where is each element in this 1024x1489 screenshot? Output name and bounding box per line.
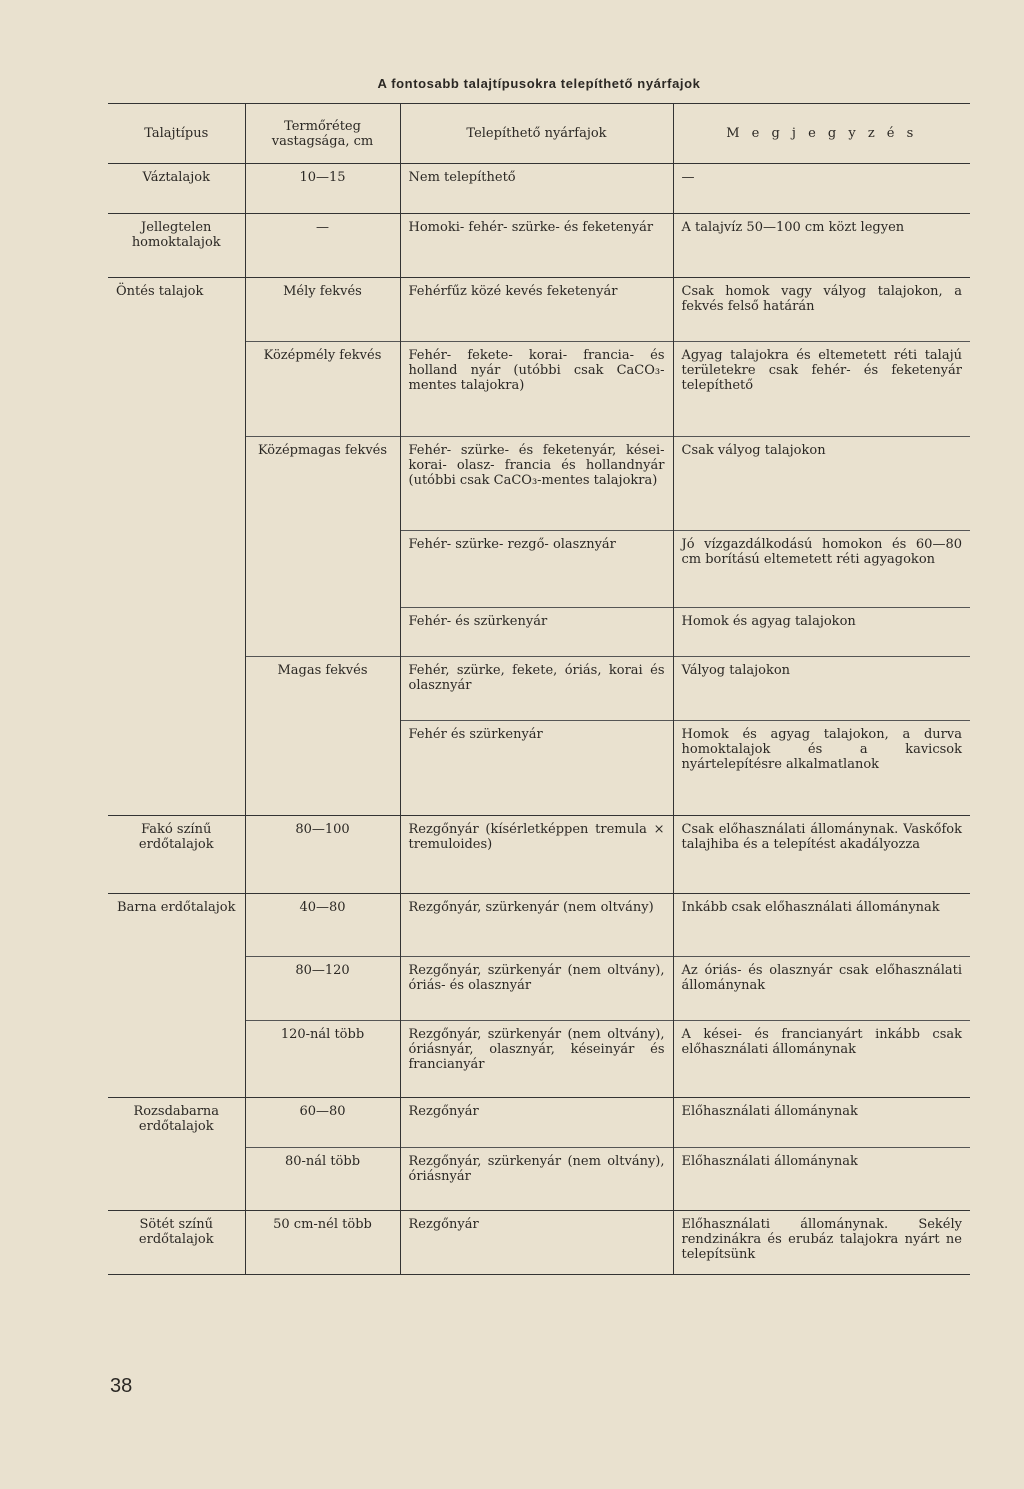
table-row (108, 957, 970, 1021)
cell-remarks: A talajvíz 50—100 cm közt legyen (673, 214, 970, 278)
table-row (108, 278, 970, 342)
cell-species: Fehér- szürke- rezgő- olasznyár (400, 531, 673, 608)
cell-remarks: Előhasználati állománynak (673, 1148, 970, 1211)
cell-species: Fehér és szürkenyár (400, 721, 673, 816)
cell-species: Rezgőnyár, szürkenyár (nem oltvány) (400, 894, 673, 957)
cell-depth: 120-nál több (245, 1021, 400, 1098)
table-row (108, 657, 970, 721)
cell-soil-type (108, 721, 245, 816)
cell-depth: 80-nál több (245, 1148, 400, 1211)
cell-soil-type (108, 608, 245, 657)
cell-remarks: Jó vízgazdálkodású homokon és 60—80 cm borítású eltemetett réti agyagokon (673, 531, 970, 608)
cell-soil-type (108, 957, 245, 1021)
cell-species: Rezgőnyár (400, 1098, 673, 1148)
cell-soil-type (108, 531, 245, 608)
table-row (108, 1211, 970, 1275)
header-remarks: M e g j e g y z é s (673, 104, 970, 164)
cell-soil-type: Öntés talajok (116, 284, 204, 299)
cell-depth: 80—120 (245, 957, 400, 1021)
cell-remarks: Csak vályog talajokon (673, 437, 970, 531)
table-row (108, 1098, 970, 1148)
table-row (108, 721, 970, 816)
cell-depth (245, 721, 400, 816)
cell-depth: Középmély fekvés (245, 342, 400, 437)
cell-depth: Mély fekvés (245, 278, 400, 342)
header-soil-type: Talajtípus (144, 126, 209, 141)
cell-depth: 40—80 (245, 894, 400, 957)
table-header-row (108, 104, 970, 164)
header-poplar-species: Telepíthető nyárfajok (400, 104, 673, 164)
cell-remarks: Az óriás- és olasznyár csak előhasználati állománynak (673, 957, 970, 1021)
table-row (108, 164, 970, 214)
cell-remarks: Előhasználati állománynak (673, 1098, 970, 1148)
table-row (108, 342, 970, 437)
table-row (108, 214, 970, 278)
table-row (108, 1021, 970, 1098)
table-row (108, 531, 970, 608)
cell-soil-type (108, 342, 245, 437)
table-row (108, 437, 970, 531)
cell-remarks: Csak homok vagy vályog talajokon, a fekvés felső határán (673, 278, 970, 342)
page-number: 38 (110, 1375, 133, 1397)
cell-soil-type: Fakó színű erdőtalajok (138, 822, 214, 852)
cell-soil-type (108, 1148, 245, 1211)
cell-depth (245, 608, 400, 657)
cell-depth: 10—15 (245, 164, 400, 214)
cell-species: Fehér- szürke- és feketenyár, kései- korai- olasz- francia és hollandnyár (utóbbi csak CaCO₃-mentes talajokra) (400, 437, 673, 531)
cell-soil-type (108, 1021, 245, 1098)
cell-soil-type: Barna erdőtalajok (117, 900, 236, 915)
cell-species: Rezgőnyár (400, 1211, 673, 1275)
cell-species: Nem telepíthető (400, 164, 673, 214)
table-row (108, 816, 970, 894)
cell-remarks: Agyag talajokra és eltemetett réti talajú területekre csak fehér- és feketenyár telepíthető (673, 342, 970, 437)
table-row (108, 1148, 970, 1211)
cell-depth: 80—100 (245, 816, 400, 894)
cell-remarks: Csak előhasználati állománynak. Vaskőfok talajhiba és a telepítést akadályozza (673, 816, 970, 894)
cell-soil-type: Jellegtelen homoktalajok (131, 220, 221, 250)
header-topsoil-depth: Termőréteg vastagsága, cm (245, 104, 400, 164)
cell-depth (245, 531, 400, 608)
cell-depth: Középmagas fekvés (245, 437, 400, 531)
cell-species: Rezgőnyár, szürkenyár (nem oltvány), óriásnyár, olasznyár, késeinyár és francianyár (400, 1021, 673, 1098)
cell-remarks: Homok és agyag talajokon (673, 608, 970, 657)
cell-species: Rezgőnyár, szürkenyár (nem oltvány), óriás- és olasznyár (400, 957, 673, 1021)
table-row (108, 894, 970, 957)
cell-soil-type: Váztalajok (142, 170, 210, 185)
cell-species: Fehérfűz közé kevés feketenyár (400, 278, 673, 342)
cell-depth: Magas fekvés (245, 657, 400, 721)
cell-species: Fehér- fekete- korai- francia- és holland nyár (utóbbi csak CaCO₃-mentes talajokra) (400, 342, 673, 437)
cell-remarks: Inkább csak előhasználati állománynak (673, 894, 970, 957)
cell-species: Rezgőnyár, szürkenyár (nem oltvány), óriásnyár (400, 1148, 673, 1211)
cell-depth: 60—80 (245, 1098, 400, 1148)
cell-species: Fehér, szürke, fekete, óriás, korai és olasznyár (400, 657, 673, 721)
cell-remarks: A kései- és francianyárt inkább csak előhasználati állománynak (673, 1021, 970, 1098)
cell-species: Homoki- fehér- szürke- és feketenyár (400, 214, 673, 278)
poplar-table (108, 103, 970, 1275)
cell-soil-type (108, 437, 245, 531)
cell-remarks: Homok és agyag talajokon, a durva homoktalajok és a kavicsok nyártelepítésre alkalmatlanok (673, 721, 970, 816)
table-row (108, 608, 970, 657)
cell-soil-type: Rozsdabarna erdőtalajok (133, 1104, 220, 1134)
cell-remarks: Előhasználati állománynak. Sekély rendzinákra és erubáz talajokra nyárt ne telepítsünk (673, 1211, 970, 1275)
cell-depth: — (245, 214, 400, 278)
cell-species: Rezgőnyár (kísérletképpen tremula × tremuloides) (400, 816, 673, 894)
cell-soil-type (108, 657, 245, 721)
cell-remarks: — (673, 164, 970, 214)
cell-species: Fehér- és szürkenyár (400, 608, 673, 657)
cell-depth: 50 cm-nél több (245, 1211, 400, 1275)
cell-remarks: Vályog talajokon (673, 657, 970, 721)
table-title: A fontosabb talajtípusokra telepíthető nyárfajok (377, 76, 701, 91)
cell-soil-type: Sötét színű erdőtalajok (138, 1217, 214, 1247)
